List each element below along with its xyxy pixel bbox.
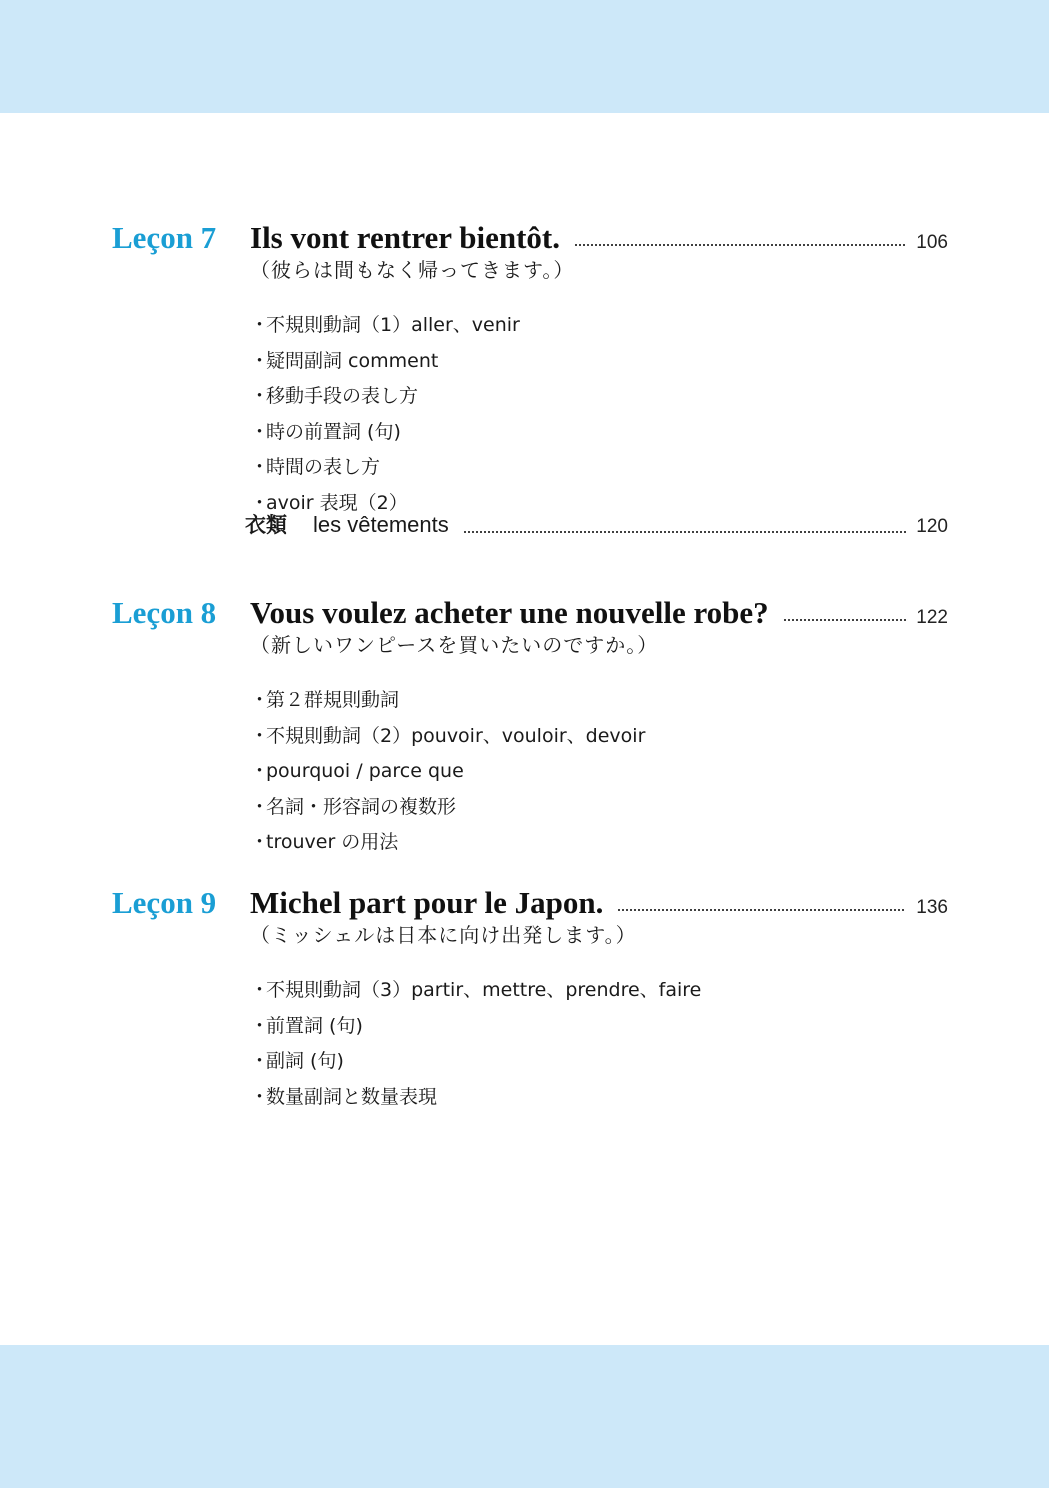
- list-item: ・疑問副詞 comment: [250, 349, 439, 372]
- dot-leader: [574, 242, 906, 248]
- list-item: ・trouver の用法: [250, 831, 399, 853]
- lesson-subtitle: （ミッシェルは日本に向け出発します。）: [250, 923, 637, 947]
- vocabulary-jp: 衣類: [245, 513, 287, 537]
- lesson-label: Leçon 8: [112, 595, 217, 630]
- list-item: ・前置詞 (句): [250, 1014, 363, 1037]
- list-item: ・不規則動詞（1）aller、venir: [250, 314, 520, 336]
- list-item: ・時間の表し方: [250, 456, 381, 478]
- lesson-title: Ils vont rentrer bientôt.: [250, 220, 560, 255]
- dot-leader: [783, 617, 907, 623]
- list-item: ・不規則動詞（3）partir、mettre、prendre、faire: [250, 979, 702, 1001]
- lesson-label: Leçon 7: [112, 220, 217, 255]
- list-item: ・avoir 表現（2）: [250, 491, 408, 514]
- list-item: ・数量副詞と数量表現: [250, 1085, 438, 1108]
- page-number: 106: [916, 232, 948, 253]
- list-item: ・名詞・形容詞の複数形: [250, 795, 457, 818]
- lesson-label: Leçon 9: [112, 885, 217, 920]
- list-item: ・pourquoi / parce que: [250, 760, 464, 782]
- page-number: 122: [916, 607, 948, 628]
- lesson-title-row[interactable]: [250, 593, 948, 633]
- vocabulary-row[interactable]: [245, 509, 948, 539]
- grammar-points: [250, 310, 520, 523]
- list-item: ・副詞 (句): [250, 1050, 344, 1072]
- lesson-title: Michel part pour le Japon.: [250, 885, 604, 920]
- list-item: ・第２群規則動詞: [250, 689, 400, 711]
- list-item: ・時の前置詞 (句): [250, 420, 401, 443]
- lesson-subtitle: （新しいワンピースを買いたいのですか。）: [250, 633, 659, 657]
- lesson-subtitle: （彼らは間もなく帰ってきます。）: [250, 258, 575, 282]
- grammar-points: [250, 975, 701, 1117]
- vocabulary-fr: les vêtements: [313, 512, 449, 537]
- bottom-color-band: [0, 1345, 1049, 1488]
- dot-leader: [463, 529, 907, 535]
- lesson-title-row[interactable]: [250, 883, 948, 923]
- page-number: 136: [916, 897, 948, 918]
- list-item: ・不規則動詞（2）pouvoir、vouloir、devoir: [250, 724, 646, 747]
- grammar-points: [250, 685, 645, 863]
- lesson-title-row[interactable]: [250, 218, 948, 258]
- dot-leader: [617, 907, 906, 913]
- list-item: ・移動手段の表し方: [250, 385, 419, 407]
- top-color-band: [0, 0, 1049, 113]
- page-number: 120: [916, 516, 948, 537]
- lesson-title: Vous voulez acheter une nouvelle robe?: [250, 595, 769, 630]
